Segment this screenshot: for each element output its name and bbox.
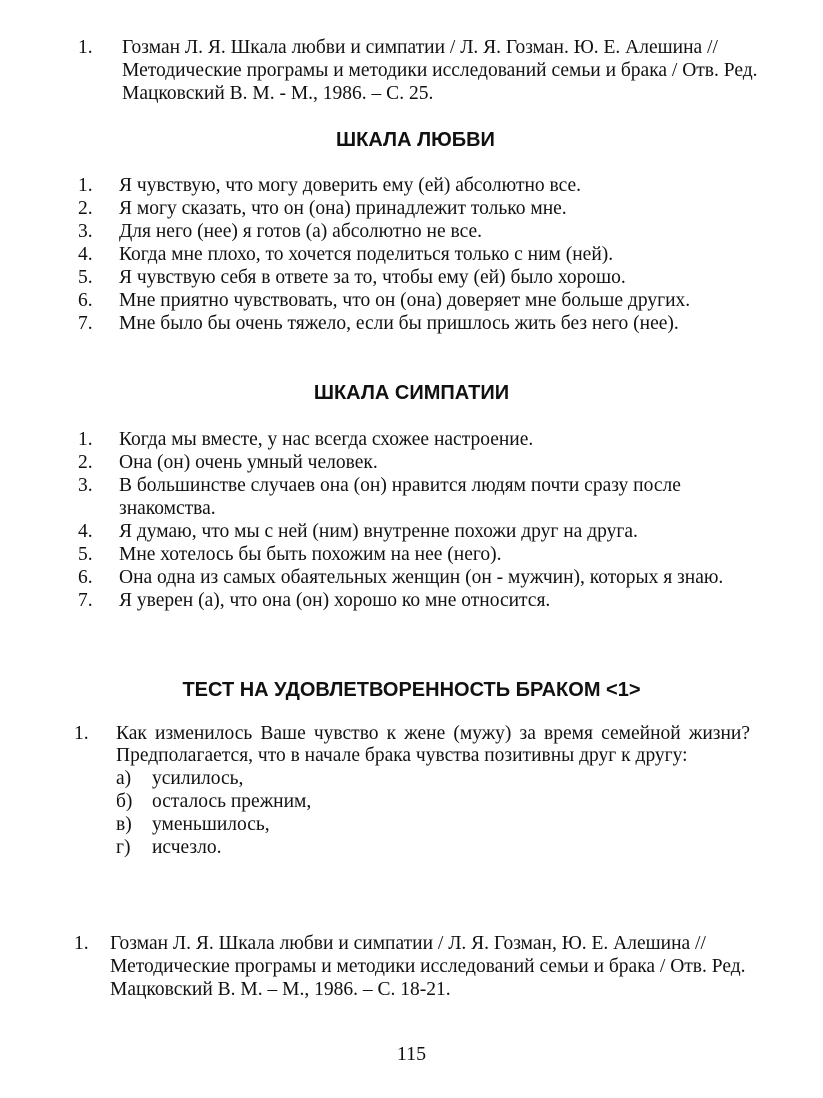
item-text: Я чувствую себя в ответе за то, чтобы ему (ей) было хорошо. [119,267,626,288]
item-text: Я уверен (а), что она (он) хорошо ко мне относится. [119,590,551,611]
item-text: Когда мне плохо, то хочется поделиться только с ним (ней). [119,244,614,265]
item-number: 7. [78,590,93,611]
answer-option [116,790,750,813]
item-text: Мне было бы очень тяжело, если бы пришлось жить без него (нее). [119,313,679,334]
love-scale-title: ШКАЛА ЛЮБВИ [336,129,495,151]
list-item [78,174,758,197]
item-text: Мне приятно чувствовать, что он (она) доверяет мне больше других. [119,290,691,311]
list-item [78,289,758,312]
item-number: 4. [78,521,93,542]
list-item [78,543,758,566]
item-number: 1. [78,429,93,450]
item-text: Для него (нее) я готов (а) абсолютно не все. [119,221,483,242]
item-number: 7. [78,313,93,334]
reference-text: Гозман Л. Я. Шкала любви и симпатии / Л. Я. Гозман. Ю. Е. Алешина // Методические програмы и методики исследований семьи и брака / Отв. Ред. Мацковский В. М. - М., 1986. – С. 25. [122,37,758,104]
list-item [78,266,758,289]
item-number: 2. [78,198,93,219]
list-item [78,220,758,243]
item-number: 5. [78,267,93,288]
list-item [78,428,758,451]
answer-option [116,836,750,859]
item-text: Она (он) очень умный человек. [119,452,378,473]
option-letter: г) [116,837,131,858]
item-text: В большинстве случаев она (он) нравится людям почти сразу после знакомства. [119,475,681,519]
marriage-question [74,723,750,859]
question-text: Как изменилось Ваше чувство к жене (мужу) за время семейной жизни? Предполагается, что в начале брака чувства позитивны друг к другу: [116,723,750,766]
item-number: 4. [78,244,93,265]
item-number: 5. [78,544,93,565]
item-text: Мне хотелось бы быть похожим на нее (него). [119,544,502,565]
option-letter: б) [116,791,133,812]
item-text: Я чувствую, что могу доверить ему (ей) абсолютно все. [119,175,582,196]
reference-number: 1. [78,37,93,58]
option-text: уменьшилось, [152,814,270,835]
item-text: Она одна из самых обаятельных женщин (он - мужчин), которых я знаю. [119,567,724,588]
list-item [78,243,758,266]
option-text: исчезло. [152,837,222,858]
item-text: Когда мы вместе, у нас всегда схожее настроение. [119,429,534,450]
list-item [78,197,758,220]
marriage-test-title: ТЕСТ НА УДОВЛЕТВОРЕННОСТЬ БРАКОМ <1> [182,679,641,701]
list-item [78,474,758,520]
question-number: 1. [74,723,89,744]
footnote-number: 1. [74,933,89,954]
item-number: 1. [78,175,93,196]
option-letter: а) [116,768,132,789]
page-number: 115 [396,1043,427,1065]
item-number: 2. [78,452,93,473]
item-text: Я могу сказать, что он (она) принадлежит только мне. [119,198,567,219]
list-item [78,520,758,543]
love-scale-list [78,174,758,335]
list-item [78,451,758,474]
option-text: усилилось, [152,768,244,789]
reference-top [78,36,768,105]
item-number: 6. [78,567,93,588]
option-letter: в) [116,814,132,835]
answer-option [116,767,750,790]
item-number: 3. [78,475,93,496]
list-item [78,566,758,589]
option-text: осталось прежним, [152,791,312,812]
sympathy-scale-list [78,428,758,612]
list-item [78,589,758,612]
footnote [74,932,764,1001]
item-number: 6. [78,290,93,311]
list-item [78,312,758,335]
sympathy-scale-title: ШКАЛА СИМПАТИИ [313,382,510,404]
answer-option [116,813,750,836]
answer-options [116,767,750,859]
footnote-text: Гозман Л. Я. Шкала любви и симпатии / Л. Я. Гозман, Ю. Е. Алешина // Методические програмы и методики исследований семьи и брака / Отв. Ред. Мацковский В. М. – М., 1986. – С. 18-21. [110,933,746,1000]
item-number: 3. [78,221,93,242]
item-text: Я думаю, что мы с ней (ним) внутренне похожи друг на друга. [119,521,638,542]
